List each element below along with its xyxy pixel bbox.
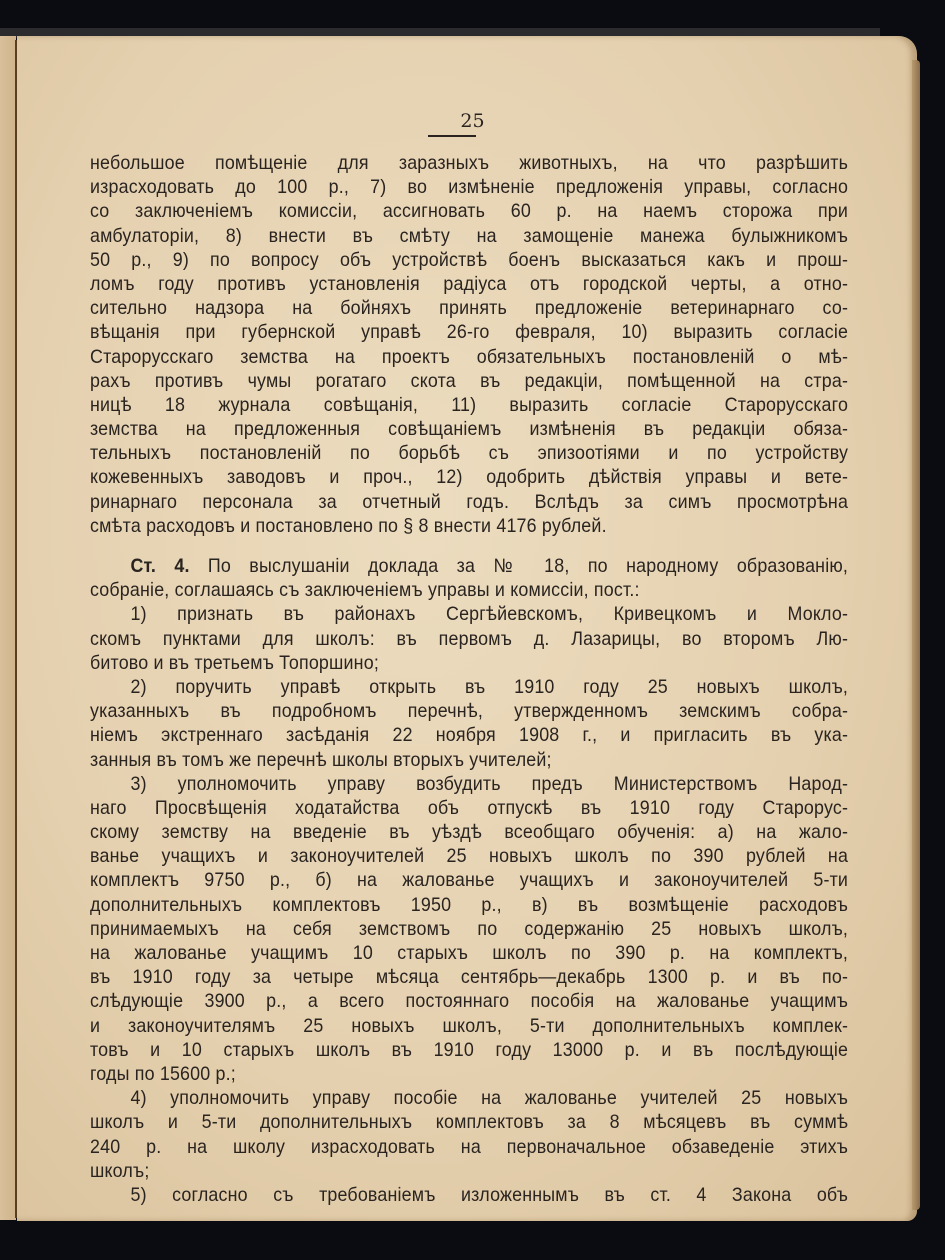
article-heading: Ст. 4.	[130, 555, 190, 577]
text-line: ломъ году противъ установленія радіуса отъ городской черты, а отно-	[90, 272, 849, 295]
text-line: рахъ противъ чумы рогатаго скота въ редакціи, помѣщенной на стра-	[90, 369, 849, 392]
list-item	[90, 1183, 848, 1207]
text-line: 50 р., 9) по вопросу объ устройствѣ боенъ высказаться какъ и прош-	[90, 248, 849, 271]
text-line	[90, 554, 848, 578]
page-fore-edge	[912, 60, 920, 1210]
text-line: занныя въ томъ же перечнѣ школы вторыхъ учителей;	[90, 748, 552, 771]
text-line: сительно надзора на бойняхъ принять предложеніе ветеринарнаго со-	[90, 297, 849, 320]
text-line: скомъ пунктами для школъ: въ первомъ д. Лазарицы, во второмъ Лю-	[90, 627, 849, 650]
text-line: ніемъ экстреннаго засѣданія 22 ноября 1908 г., и пригласить въ ука-	[90, 724, 849, 747]
text-line: кожевенныхъ заводовъ и проч., 12) одобрить дѣйствія управы и вете-	[90, 466, 849, 489]
text-line: ринарнаго персонала за отчетный годъ. Вслѣдъ за симъ просмотрѣна	[90, 490, 849, 513]
page-number: 25	[460, 110, 485, 132]
text-line: школъ;	[90, 1159, 150, 1182]
binding-gutter	[15, 40, 17, 1218]
text-line: принимаемыхъ на себя земствомъ по содержанію 25 новыхъ школъ,	[90, 917, 849, 940]
text-line: школъ и 5-ти дополнительныхъ комплектовъ за 8 мѣсяцевъ въ суммѣ	[90, 1111, 849, 1134]
text-line: 3) уполномочить управу возбудить предъ Министерствомъ Народ-	[130, 772, 849, 795]
text-line: дополнительныхъ комплектовъ 1950 р., в) въ возмѣщеніе расходовъ	[90, 893, 849, 916]
text-line: тельныхъ постановленій по борьбѣ съ эпизоотіями и по устройству	[90, 442, 849, 465]
text-line: 2) поручить управѣ открыть въ 1910 году 25 новыхъ школъ,	[130, 675, 849, 698]
text-line: 1) признать въ районахъ Сергѣйевскомъ, Кривецкомъ и Мокло-	[130, 603, 849, 626]
text-line: небольшое помѣщеніе для заразныхъ животныхъ, на что разрѣшить	[90, 152, 849, 174]
text-line: израсходовать до 100 р., 7) во измѣненіе предложенія управы, согласно	[90, 176, 849, 199]
list-item	[90, 1086, 848, 1183]
text-line: скому земству на введеніе въ уѣздѣ всеобщаго обученія: а) на жало-	[90, 821, 849, 844]
article-text: По выслушаніи доклада за № 18, по народному образованію,	[189, 555, 849, 577]
list-item	[90, 602, 848, 675]
text-line: со заключеніемъ комиссіи, ассигновать 60 р. на наемъ сторожа при	[90, 200, 849, 223]
text-line: Старорусскаго земства на проектъ обязательныхъ постановленій о мѣ-	[90, 345, 849, 368]
text-line: товъ и 10 старыхъ школъ въ 1910 году 13000 р. и въ послѣдующіе	[90, 1038, 849, 1061]
text-line: битово и въ третьемъ Топоршино;	[90, 651, 379, 674]
text-line: собраніе, соглашаясь съ заключеніемъ управы и комиссіи, пост.:	[90, 579, 640, 602]
text-line: на жалованье учащимъ 10 старыхъ школъ по 390 р. на комплектъ,	[90, 942, 849, 964]
text-line: смѣта расходовъ и постановлено по § 8 внести 4176 рублей.	[90, 514, 607, 537]
facing-page-edge	[0, 36, 16, 1220]
text-line: слѣдующіе 3900 р., а всего постояннаго пособія на жалованье учащимъ	[90, 990, 849, 1013]
text-line: наго Просвѣщенія ходатайства объ отпускѣ въ 1910 году Старорус-	[90, 796, 849, 819]
text-line: комплектъ 9750 р., б) на жалованье учащихъ и законоучителей 5-ти	[90, 869, 849, 892]
list-item	[90, 772, 848, 1086]
paragraph-continuation	[90, 151, 848, 538]
text-line: въ 1910 году за четыре мѣсяца сентябрь—декабрь 1300 р. и въ по-	[90, 966, 849, 989]
text-line: указанныхъ въ подробномъ перечнѣ, утвержденномъ земскимъ собра-	[90, 700, 849, 723]
text-line: 5) согласно съ требованіемъ изложеннымъ въ ст. 4 Закона объ	[130, 1183, 849, 1206]
text-line: ницѣ 18 журнала совѣщанія, 11) выразить согласіе Старорусскаго	[90, 393, 849, 416]
text-line: ванье учащихъ и законоучителей 25 новыхъ школъ по 390 рублей на	[90, 845, 849, 868]
text-line: земства на предложенныя совѣщаніемъ измѣненія въ редакціи обяза-	[90, 418, 849, 441]
page-number-rule	[428, 135, 476, 137]
text-line: амбулаторіи, 8) внести въ смѣту на замощеніе манежа булыжникомъ	[90, 224, 849, 247]
text-line: 4) уполномочить управу пособіе на жалованье учителей 25 новыхъ	[130, 1087, 849, 1110]
text-line: 240 р. на школу израсходовать на первоначальное обзаведеніе этихъ	[90, 1135, 849, 1158]
text-line: вѣщанія при губернской управѣ 26-го февраля, 10) выразить согласіе	[90, 321, 849, 344]
body-text	[90, 151, 848, 1207]
text-line: годы по 15600 р.;	[90, 1062, 236, 1085]
article-4-intro	[90, 554, 848, 602]
text-line: и законоучителямъ 25 новыхъ школъ, 5-ти дополнительныхъ комплек-	[90, 1014, 849, 1037]
list-item	[90, 675, 848, 772]
